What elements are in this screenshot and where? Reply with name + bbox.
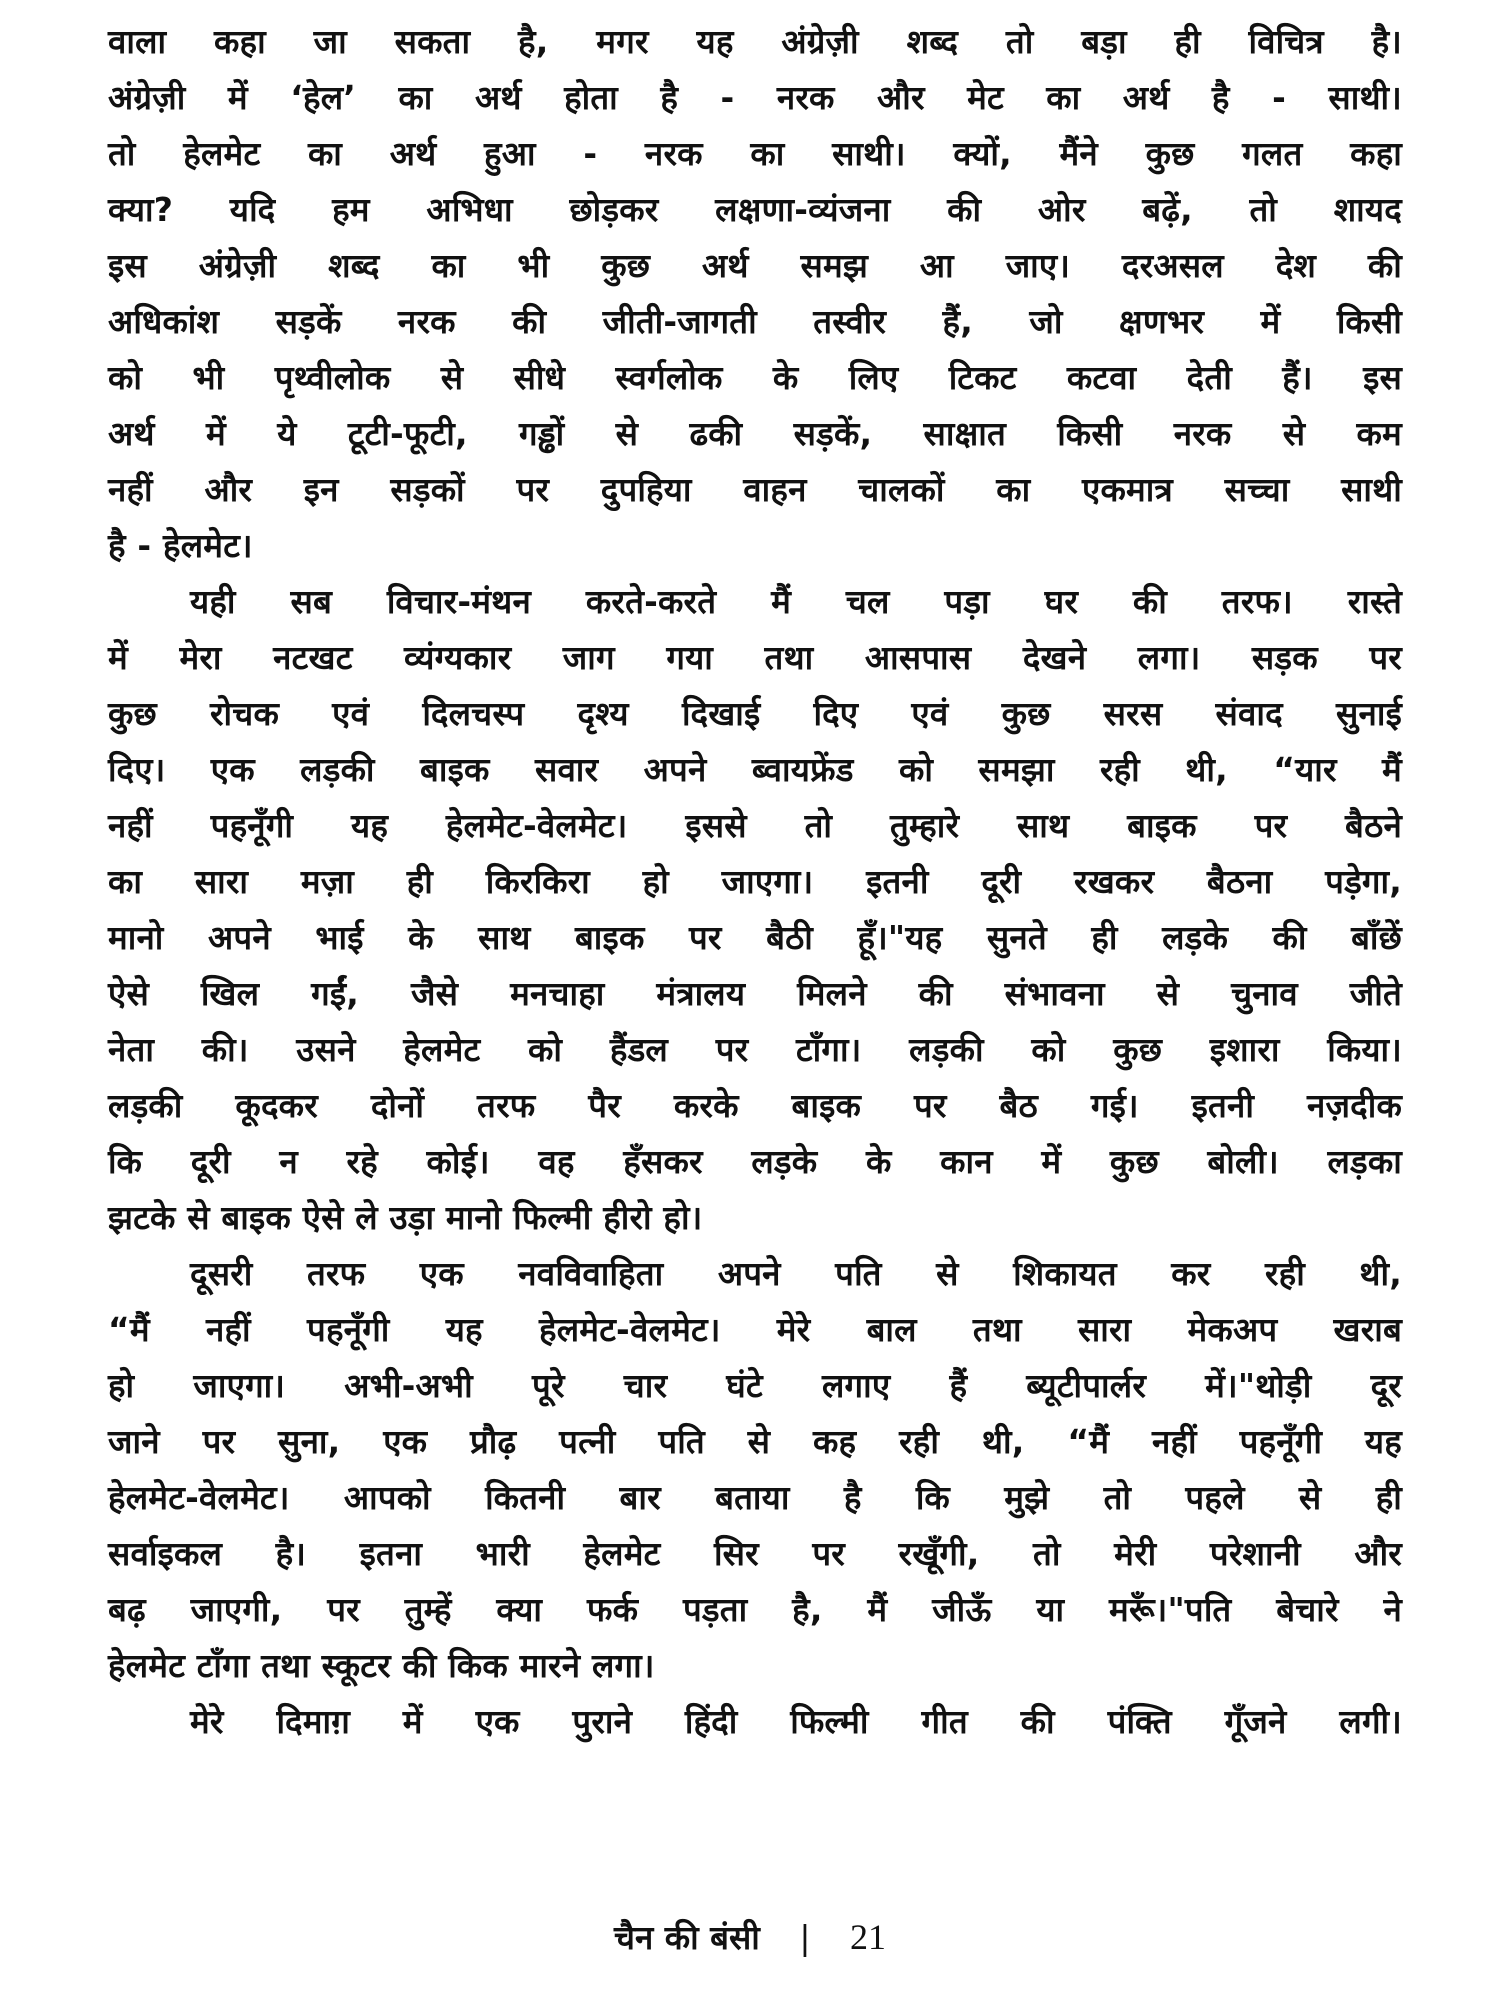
footer-separator: | xyxy=(799,1918,811,1957)
text-line: हेलमेट-वेलमेट। आपको कितनी बार बताया है कि मुझे तो पहले से ही xyxy=(108,1478,1402,1517)
paragraph-2 xyxy=(108,574,1402,1246)
page-number: 21 xyxy=(849,1917,886,1957)
text-line: यही सब विचार-मंथन करते-करते मैं चल पड़ा घर की तरफ। रास्ते xyxy=(190,582,1402,621)
text-line: हो जाएगा। अभी-अभी पूरे चार घंटे लगाए हैं ब्यूटीपार्लर में।"थोड़ी दूर xyxy=(108,1366,1402,1405)
text-line: अधिकांश सड़कें नरक की जीती-जागती तस्वीर हैं, जो क्षणभर में किसी xyxy=(108,302,1402,341)
text-line: मानो अपने भाई के साथ बाइक पर बैठी हूँ।"यह सुनते ही लड़के की बाँछें xyxy=(108,918,1402,957)
text-line: बढ़ जाएगी, पर तुम्हें क्या फर्क पड़ता है, मैं जीऊँ या मरूँ।"पति बेचारे ने xyxy=(108,1590,1402,1629)
text-line: इस अंग्रेज़ी शब्द का भी कुछ अर्थ समझ आ जाए। दरअसल देश की xyxy=(108,246,1402,285)
text-line: में मेरा नटखट व्यंग्यकार जाग गया तथा आसपास देखने लगा। सड़क पर xyxy=(108,638,1402,677)
text-line: ऐसे खिल गईं, जैसे मनचाहा मंत्रालय मिलने की संभावना से चुनाव जीते xyxy=(108,974,1402,1013)
text-line: दूसरी तरफ एक नवविवाहिता अपने पति से शिकायत कर रही थी, xyxy=(190,1254,1402,1293)
text-line: अंग्रेज़ी में ‘हेल’ का अर्थ होता है - नरक और मेट का अर्थ है - साथी। xyxy=(108,78,1402,117)
text-line: कि दूरी न रहे कोई। वह हँसकर लड़के के कान में कुछ बोली। लड़का xyxy=(108,1142,1402,1181)
page-footer xyxy=(0,1915,1500,1960)
text-line: वाला कहा जा सकता है, मगर यह अंग्रेज़ी शब्द तो बड़ा ही विचित्र है। xyxy=(108,22,1402,61)
text-line: का सारा मज़ा ही किरकिरा हो जाएगा। इतनी दूरी रखकर बैठना पड़ेगा, xyxy=(108,862,1402,901)
text-line: अर्थ में ये टूटी-फूटी, गड्ढों से ढकी सड़कें, साक्षात किसी नरक से कम xyxy=(108,414,1402,453)
text-line: नहीं पहनूँगी यह हेलमेट-वेलमेट। इससे तो तुम्हारे साथ बाइक पर बैठने xyxy=(108,806,1402,845)
text-line: नहीं और इन सड़कों पर दुपहिया वाहन चालकों का एकमात्र सच्चा साथी xyxy=(108,470,1402,509)
text-line: हेलमेट टाँगा तथा स्कूटर की किक मारने लगा। xyxy=(108,1646,655,1685)
text-line: “मैं नहीं पहनूँगी यह हेलमेट-वेलमेट। मेरे बाल तथा सारा मेकअप खराब xyxy=(108,1310,1402,1349)
text-line: मेरे दिमाग़ में एक पुराने हिंदी फिल्मी गीत की पंक्ति गूँजने लगी। xyxy=(190,1702,1402,1741)
book-title: चैन की बंसी xyxy=(614,1918,760,1957)
text-line: तो हेलमेट का अर्थ हुआ - नरक का साथी। क्यों, मैंने कुछ गलत कहा xyxy=(108,134,1402,173)
page-body xyxy=(108,14,1402,1750)
text-line: क्या? यदि हम अभिधा छोड़कर लक्षणा-व्यंजना की ओर बढ़ें, तो शायद xyxy=(108,190,1402,229)
text-line: सर्वाइकल है। इतना भारी हेलमेट सिर पर रखूँगी, तो मेरी परेशानी और xyxy=(108,1534,1402,1573)
paragraph-3 xyxy=(108,1246,1402,1694)
text-line: लड़की कूदकर दोनों तरफ पैर करके बाइक पर बैठ गई। इतनी नज़दीक xyxy=(108,1086,1402,1125)
text-line: को भी पृथ्वीलोक से सीधे स्वर्गलोक के लिए टिकट कटवा देती हैं। इस xyxy=(108,358,1402,397)
text-line: झटके से बाइक ऐसे ले उड़ा मानो फिल्मी हीरो हो। xyxy=(108,1198,703,1237)
text-line: दिए। एक लड़की बाइक सवार अपने ब्वायफ्रेंड को समझा रही थी, “यार मैं xyxy=(108,750,1402,789)
text-line: कुछ रोचक एवं दिलचस्प दृश्य दिखाई दिए एवं कुछ सरस संवाद सुनाई xyxy=(108,694,1402,733)
text-line: जाने पर सुना, एक प्रौढ़ पत्नी पति से कह रही थी, “मैं नहीं पहनूँगी यह xyxy=(108,1422,1402,1461)
text-line: नेता की। उसने हेलमेट को हैंडल पर टाँगा। लड़की को कुछ इशारा किया। xyxy=(108,1030,1402,1069)
paragraph-4 xyxy=(108,1694,1402,1750)
paragraph-1 xyxy=(108,14,1402,574)
text-line: है - हेलमेट। xyxy=(108,526,253,565)
